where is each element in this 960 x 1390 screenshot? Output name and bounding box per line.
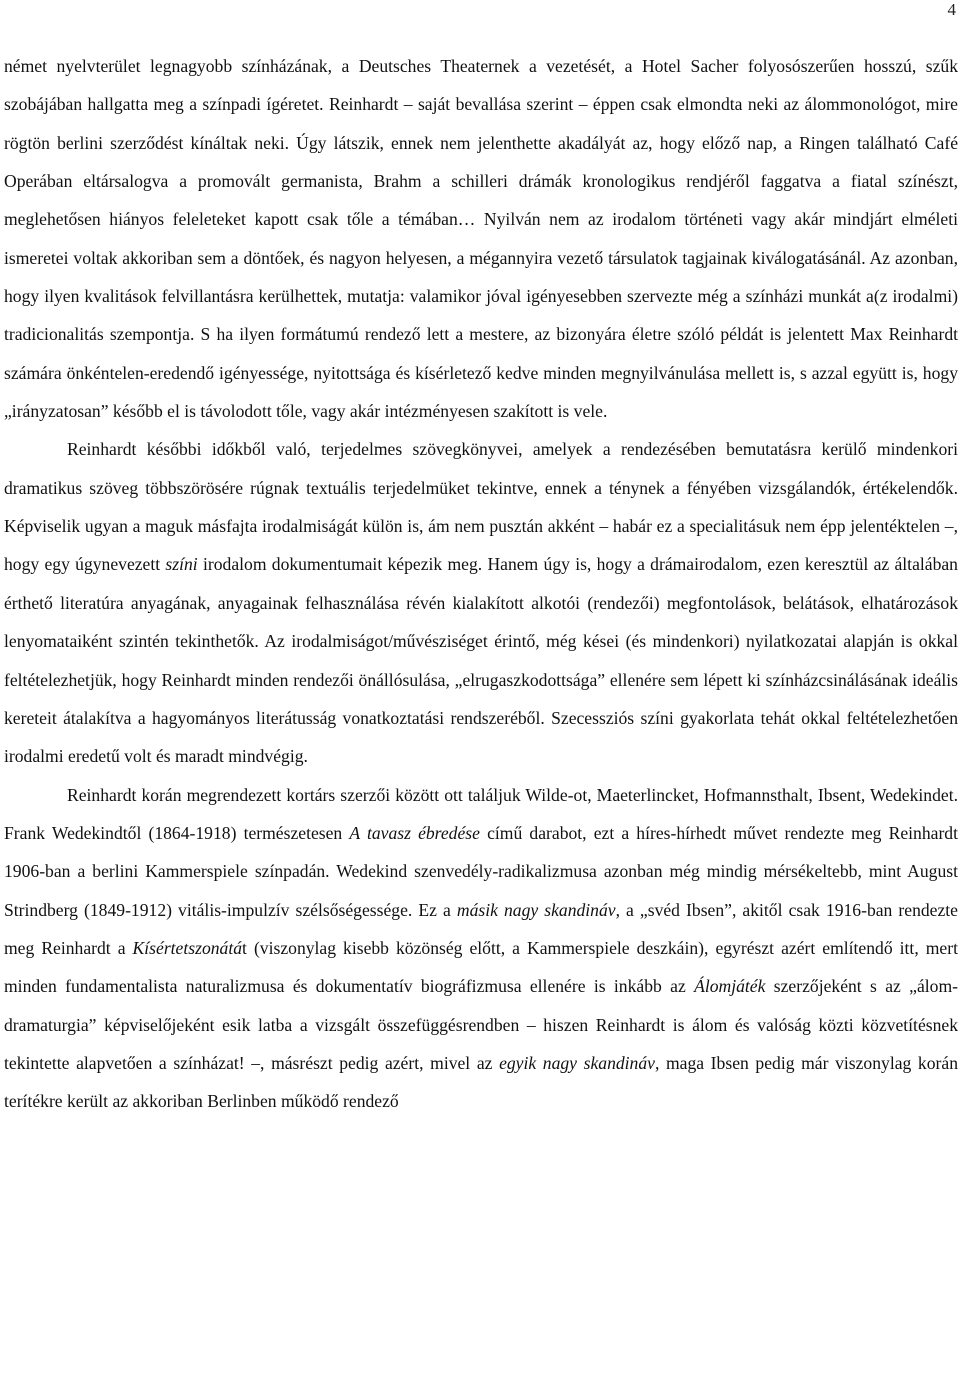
paragraph-1 [4,47,958,430]
italic-phrase: egyik nagy skandináv [499,1052,655,1073]
italic-term: színi [165,554,198,575]
paragraph-text: című darabot, ezt a híres-hírhedt művet rendezte meg Reinhardt 1906-ban a berlini Kammerspiele színpadán. Wedekind szenvedély-radikalizmusa azonban még mindig mérsékeltebb, mint August Strindberg (1849-1912) vitális-impulzív szélsőségessége. Ez a [4,822,958,920]
paragraph-text: szerzőjeként s az „álom-dramaturgia” képviselőjeként esik latba a vizsgált összefüggésrendben – hiszen Reinhardt is álom és valóság közti közvetítésnek tekintette alapvetően a színházat! –, másrészt pedig azért, mivel az [4,976,958,1073]
italic-title: A tavasz ébredése [349,822,480,843]
paragraph-3 [4,776,958,1121]
paragraph-text: Reinhardt korán megrendezett kortárs szerzői között ott találjuk Wilde-ot, Maeterlincket, Hofmannsthalt, Ibsent, Wedekindet. Frank Wedekindtől (1864-1918) természetesen [4,784,958,843]
paragraph-text: t (viszonylag kisebb közönség előtt, a Kammerspiele deszkáin), egyrészt azért említendő itt, mert minden fundamentalista naturalizmusa és dokumentatív biográfizmusa ellenére is inkább az [4,937,958,997]
paragraph-text: Reinhardt későbbi időkből való, terjedelmes szövegkönyvei, amelyek a rendezésében bemutatásra kerülő mindenkori dramatikus szöveg többszörösére rúgnak textuális terjedelmüket tekintve, ennek a ténynek a fényében vizsgálandók, értékelendők. Képviselik ugyan a maguk másfajta irodalmiságát külön is, ám nem pusztán akként – habár ez a specialitásuk nem épp jelentéktelen –, hogy egy úgynevezett [4,439,958,575]
italic-phrase: másik nagy skandináv [456,899,616,920]
paragraph-text: irodalom dokumentumait képezik meg. Hanem úgy is, hogy a drámairodalom, ezen keresztül az általában érthető literatúra anyagának, anyagainak felhasználása révén kialakított alkotói (rendezői) megfontolások, belátások, elhatározások lenyomataiként szintén tekinthetők. Az irodalmiságot/művésziséget érintő, még kései (és mindenkori) nyilatkozatai alapján is okkal feltételezhetjük, hogy Reinhardt minden rendezői önállósulása, „elrugaszkodottsága” ellenére sem lépett ki színházcsinálásának ideális kereteit átalakítva a hagyományos literátusság vonatkoztatási rendszeréből. Szecessziós színi gyakorlata tehát okkal feltételezhetően irodalmi eredetű volt és maradt mindvégig. [4,554,958,767]
document-body [4,47,958,1121]
paragraph-2 [4,430,958,775]
italic-title: Álomjáték [694,976,766,997]
paragraph-text: , a „svéd Ibsen”, akitől csak 1916-ban rendezte meg Reinhardt a [4,899,958,958]
italic-title: Kísértetszonátá [132,937,243,958]
page-number: 4 [947,0,956,19]
paragraph-text: német nyelvterület legnagyobb színházának, a Deutsches Theaternek a vezetését, a Hotel Sacher folyosószerűen hosszú, szűk szobájában hallgatta meg a színpadi ígéretet. Reinhardt – saját bevallása szerint – éppen csak elmondta neki az álommonológot, mire rögtön berlini szerződést kínáltak neki. Úgy látszik, ennek nem jelenthette akadályát az, hogy előző nap, a Ringen található Café Operában eltársalogva a promovált germanista, Brahm a schilleri drámák kronologikus rendjéről faggatva a fiatal színészt, meglehetősen hiányos feleleteket kapott csak tőle a témában… Nyilván nem az irodalom történeti vagy akár mindjárt elméleti ismeretei voltak akkoriban sem a döntőek, és nagyon helyesen, a mégannyira vezető társulatok tagjainak kiválogatásánál. Az azonban, hogy ilyen kvalitások felvillantásra kerülhettek, mutatja: valamikor jóval igényesebben szervezte még a színházi munkát a(z irodalmi) tradicionalitás szempontja. S ha ilyen formátumú rendező lett a mestere, az bizonyára életre szóló példát is jelentett Max Reinhardt számára önkéntelen-eredendő igényessége, nyitottsága és kísérletező kedve minden megnyilvánulása mellett is, s azzal együtt is, hogy „irányzatosan” később el is távolodott tőle, vagy akár intézményesen szakított is vele. [4,56,958,422]
paragraph-text: , maga Ibsen pedig már viszonylag korán terítékre került az akkoriban Berlinben működő rendező [4,1052,958,1112]
